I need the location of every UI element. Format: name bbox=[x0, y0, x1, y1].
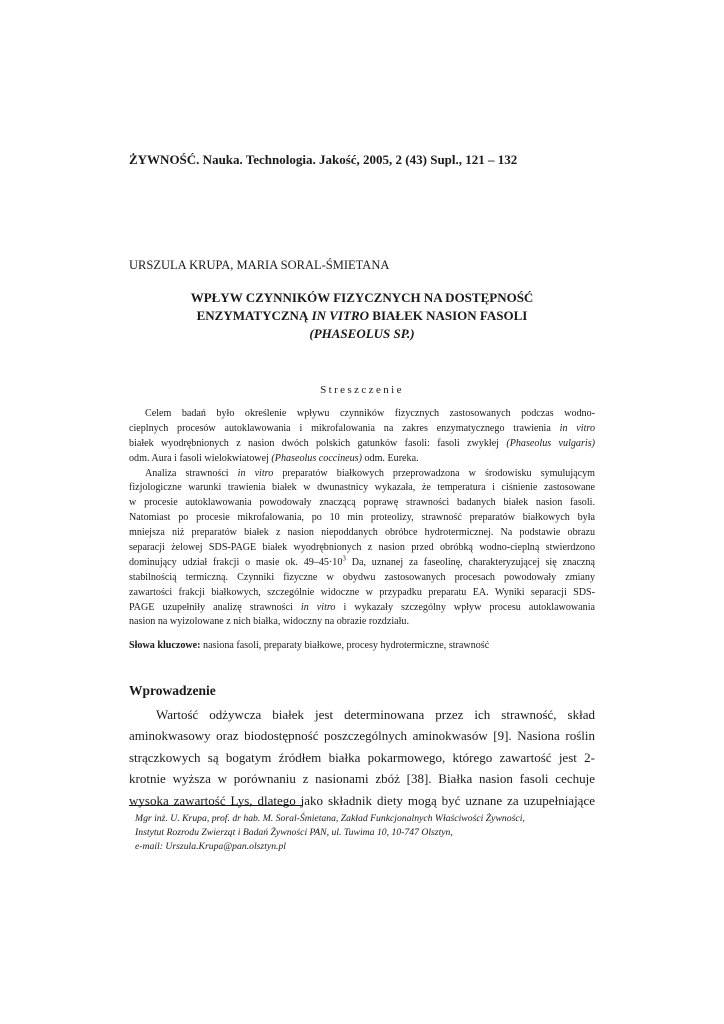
keywords bbox=[129, 640, 489, 651]
footnote-divider bbox=[129, 805, 303, 806]
abstract-line: nasion na wyizolowane z nich białka, widoczny na obrazie rozdziału. bbox=[129, 616, 409, 628]
body-line: wysoka zawartość Lys, dlatego jako składnik diety mogą być uznane za uzupełniające bbox=[129, 792, 595, 808]
author-footnote bbox=[135, 812, 525, 853]
abstract-line: w procesie autoklawowania powodowały znaczącą poprawę strawności badanych białek nasion fasoli. bbox=[129, 497, 595, 509]
authors: URSZULA KRUPA, MARIA SORAL-ŚMIETANA bbox=[129, 258, 390, 272]
title-line-2: ENZYMATYCZNĄ IN VITRO BIAŁEK NASION FASOLI bbox=[196, 308, 528, 323]
abstract-heading: Streszczenie bbox=[320, 384, 404, 396]
abstract-line: odm. Aura i fasoli wielokwiatowej (Phaseolus coccineus) odm. Eureka. bbox=[129, 452, 419, 464]
abstract-line: białek wyodrębnionych z nasion dwóch polskich gatunków fasoli: fasoli zwykłej (Phaseolus vulgaris) bbox=[129, 437, 595, 449]
body-line: aminokwasowy oraz biodostępność poszczególnych aminokwasów [9]. Nasiona roślin bbox=[129, 728, 595, 744]
abstract-line: stabilnością termiczną. Czynniki fizyczne w obydwu zastosowanych procesach powodowały zmiany bbox=[129, 571, 595, 583]
journal-header: ŻYWNOŚĆ. Nauka. Technologia. Jakość, 2005, 2 (43) Supl., 121 – 132 bbox=[129, 152, 518, 167]
article-title bbox=[129, 289, 595, 343]
abstract-line: zawartości frakcji białkowych, szczególnie widoczne w przypadku preparatu EA. Wyniki separacji SDS- bbox=[129, 586, 595, 598]
body-line: Wartość odżywcza białek jest determinowana przez ich strawność, skład bbox=[156, 707, 595, 722]
abstract-line: Natomiast po procesie mikrofalowania, po 10 min proteolizy, strawność preparatów białkowych była bbox=[129, 512, 595, 524]
title-line-1: WPŁYW CZYNNIKÓW FIZYCZNYCH NA DOSTĘPNOŚĆ bbox=[190, 290, 534, 305]
section-heading: Wprowadzenie bbox=[129, 683, 216, 698]
footnote-line: e-mail: Urszula.Krupa@pan.olsztyn.pl bbox=[135, 840, 286, 852]
body-line: strączkowych są bogatym źródłem białka pokarmowego, którego zawartość jest 2- bbox=[129, 749, 595, 765]
abstract bbox=[129, 407, 595, 630]
footnote-line: Instytut Rozrodu Zwierząt i Badań Żywności PAN, ul. Tuwima 10, 10-747 Olsztyn, bbox=[135, 826, 453, 838]
keywords-label: Słowa kluczowe: bbox=[129, 640, 201, 651]
abstract-line: separacji żelowej SDS-PAGE białek wyodrębnionych z nasion przed obróbką wodno-cieplną stwierdzono bbox=[129, 542, 595, 554]
abstract-line: fizjologiczne warunki trawienia białek w dwunastnicy wykazała, że temperatura i ciśnienie zastosowane bbox=[129, 482, 595, 494]
abstract-line: mniejsza niż preparatów białek z nasion niepoddanych obróbce hydrotermicznej. Na podstawie obrazu bbox=[129, 527, 595, 539]
abstract-line: dominujący udział frakcji o masie ok. $49-45\cdot 10^3$ Da, uznanej za faseolinę, charakteryzującej się znaczną bbox=[129, 554, 595, 568]
body-line: krotnie wyższa w porównaniu z nasionami zbóż [38]. Białka nasion fasoli cechuje bbox=[129, 771, 595, 787]
abstract-line: cieplnych procesów autoklawowania i mikrofalowania na zakres enzymatycznego trawienia in vitro bbox=[129, 422, 595, 434]
footnote-line: Mgr inż. U. Krupa, prof. dr hab. M. Soral-Śmietana, Zakład Funkcjonalnych Właściwości Żywności, bbox=[135, 813, 525, 824]
abstract-line: Analiza strawności in vitro preparatów białkowych przeprowadzona w środowisku symulującym bbox=[145, 467, 595, 479]
keywords-text: nasiona fasoli, preparaty białkowe, procesy hydrotermiczne, strawność bbox=[200, 640, 490, 651]
abstract-line: Celem badań było określenie wpływu czynników fizycznych zastosowanych podczas wodno- bbox=[145, 408, 595, 419]
title-line-3: (PHASEOLUS SP.) bbox=[309, 326, 415, 341]
abstract-line: PAGE uzupełniły analizę strawności in vitro i wykazały szczególny wpływ procesu autoklawowania bbox=[129, 601, 595, 613]
body-paragraph bbox=[129, 704, 595, 811]
